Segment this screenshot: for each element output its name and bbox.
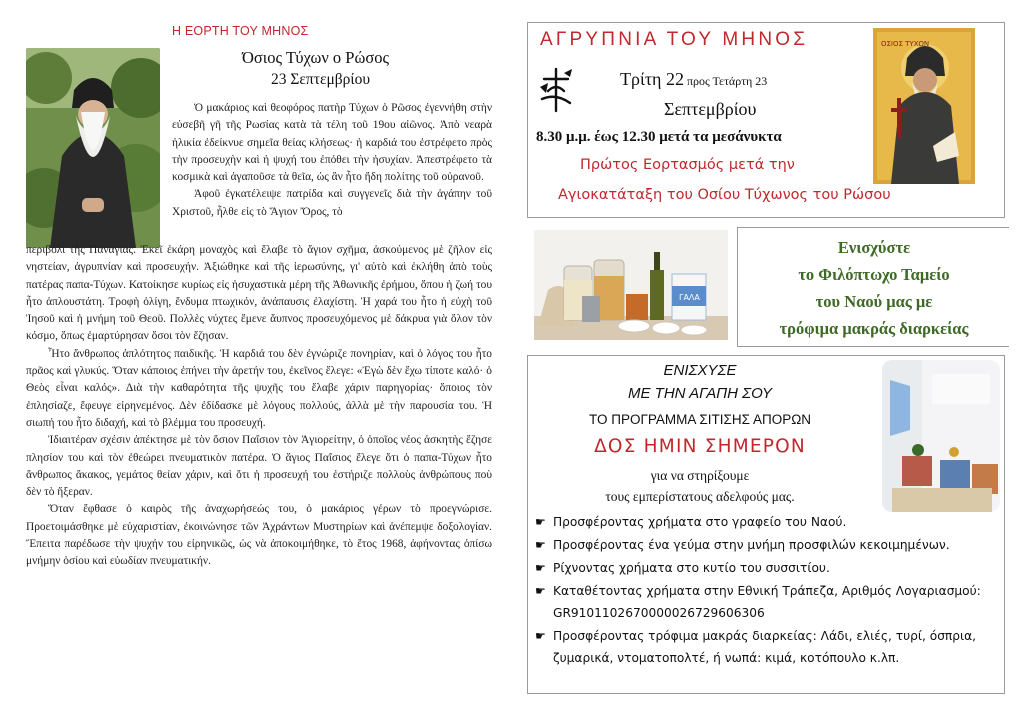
- list-item: ☛ Προσφέροντας ένα γεύμα στην μνήμη προσφιλών κεκοιμημένων.: [535, 534, 1001, 556]
- program-motto: ΔΟΣ ΗΜΙΝ ΣΗΜΕΡΟΝ: [594, 436, 806, 457]
- feeding-program-box: [527, 355, 1005, 694]
- list-item: ☛ Ρίχνοντας χρήματα στο κυτίο του συσσιτίου.: [535, 557, 1001, 579]
- svg-text:ΓΑΛΑ: ΓΑΛΑ: [679, 293, 700, 302]
- feast-of-month-section: [26, 18, 496, 708]
- vigil-box: [527, 22, 1005, 218]
- list-item: ☛ Καταθέτοντας χρήματα στην Εθνική Τράπεζα, Αριθμός Λογαριασμού: GR9101102670000026729606306: [535, 580, 1001, 624]
- vigil-month: Σεπτεμβρίου: [664, 99, 757, 119]
- list-item: ☛ Προσφέροντας χρήματα στο γραφείο του Ναού.: [535, 511, 1001, 533]
- vigil-title: ΑΓΡΥΠΝΙΑ ΤΟΥ ΜΗΝΟΣ: [540, 29, 809, 50]
- vigil-first-celebration: Πρώτος Εορτασμός μετά την: [580, 157, 795, 173]
- program-name: ΤΟ ΠΡΟΓΡΑΜΜΑ ΣΙΤΙΣΗΣ ΑΠΟΡΩΝ: [588, 412, 812, 427]
- svg-text:ΟΣΙΟΣ ΤΥΧΩΝ: ΟΣΙΟΣ ΤΥΧΩΝ: [881, 40, 930, 48]
- bio-paragraphs: περιβόλι τῆς Παναγίας. Ἐκεῖ ἐκάρη μοναχὸς καὶ ἔλαβε τὸ ἅγιον σχῆμα, ἀσκούμενος μὲ ζῆλον εἰς νηστείαν, ἀγρυπνίαν καὶ προσευχήν. Ἀξιώθηκε καὶ τῆς ἱερωσύνης, γι' αὐτὸ καὶ ἐκλήθη ἀπὸ τοὺς πατέρας παπα-Τύχων. Κατοίκησε κυρίως εἰς ἡσυχαστικὰ μέρη τῆς Ἀθωνικῆς ἐρήμου, ὅπου ἡ ζωή του ἦτο ἁπλουστάτη. Τροφὴ ὀλίγη, ἔνδυμα πτωχικόν, ἀνάπαυσις ἐλαχίστη. Ἡ χαρά του ἦτο ἡ εὐχὴ τοῦ Ἰησοῦ καὶ ἡ μνήμη τοῦ Θεοῦ. Πολλὲς νύχτες ἔμενε ἄυπνος προσευχόμενος μὲ δάκρυα γιὰ ὅλον τὸν κόσμο, ὅπως ἐμαρτύρησαν ὅσοι τὸν ἔζησαν. Ἦτο ἄνθρωπος ἁπλότητος παιδικῆς. Ἡ καρδιά του δὲν ἐγνώριζε πονηρίαν, καὶ ὁ λόγος του ἦτο πρᾶος καὶ γλυκύς. Ὅταν κάποιος ἐπήνει τὴν ἀρετήν του, ἐκεῖνος ἔλεγε: «Ἐγὼ δὲν ἔχω τίποτε καλό· ὁ Θεὸς εἶναι καλός». Διὰ τὴν καθαρότητα τῆς ψυχῆς του ἔλαβε χάριν παρηγορίας· ὅποιος τὸν ἐπλησίαζε, ἔφευγε εἰρηνεμένος. Δὲν ἐδίδασκε μὲ λόγους πολλούς, ἀλλὰ μὲ τὴν παρουσία του. Ἡ σιωπή του ἦτο διδαχή, καὶ τὸ βλέμμα του προσευχή. Ἰδιαιτέραν σχέσιν ἀπέκτησε μὲ τὸν ὅσιον Παΐσιον τὸν Ἁγιορείτην, ὁ ὁποῖος νέος ἀσκητὴς ἔζησε πλησίον του καὶ τὸν ἐθεώρει πνευματικὸν πατέρα. Ὁ ἅγιος Παΐσιος ἔλεγε ὅτι ὁ παπα-Τύχων ἦτο ἄνθρωπος ἄκακος, γεμάτος θείαν χάριν, καὶ ὅτι ἡ προσευχή του ἐστήριζε πολλοὺς ἀνθρώπους ποὺ δὲν τὸ ἤξεραν. Ὅταν ἔφθασε ὁ καιρὸς τῆς ἀναχωρήσεώς του, ὁ μακάριος γέρων τὸ προεγνώρισε. Προετοιμάσθηκε μὲ εὐχαριστίαν, ἐκοινώνησε τῶν Ἀχράντων Μυστηρίων καὶ ἀνέπεμψε δοξολογίαν. Ἔπειτα παρέδωσε τὴν ψυχήν του εἰρηνικῶς, ὡς νὰ ἀποκοιμήθηκε, τὸ ἔτος 1968, ἀφήνοντας ὀπίσω μνήμην ὁσίου καὶ εὐωδίαν πνευματικήν.: [26, 244, 492, 568]
- pointing-hand-icon: ☛: [535, 561, 546, 575]
- pointing-hand-icon: ☛: [535, 515, 546, 529]
- ways-to-help-list: [535, 511, 1001, 669]
- pointing-hand-icon: ☛: [535, 629, 546, 643]
- church-logo-icon: [536, 65, 576, 115]
- pointing-hand-icon: ☛: [535, 584, 546, 598]
- list-item: ☛ Προσφέροντας τρόφιμα μακράς διαρκείας: Λάδι, ελιές, τυρί, όσπρια, ζυμαρικά, ντοματοπολτέ, ή νωπά: κιμά, κοτόπουλο κ.λπ.: [535, 625, 1001, 669]
- pointing-hand-icon: ☛: [535, 538, 546, 552]
- saint-name: Όσιος Τύχων ο Ρώσος: [242, 48, 389, 67]
- vigil-time: 8.30 μ.μ. έως 12.30 μετά τα μεσάνυκτα: [536, 129, 782, 145]
- saint-icon-image: [873, 28, 975, 184]
- saint-date: 23 Σεπτεμβρίου: [271, 71, 370, 88]
- vigil-canonization: Αγιοκατάταξη του Οσίου Τύχωνος του Ρώσου: [558, 187, 891, 203]
- vigil-day: Τρίτη 22 προς Τετάρτη 23: [620, 69, 768, 89]
- feast-title: Η ΕΟΡΤΗ ΤΟΥ ΜΗΝΟΣ: [172, 24, 309, 38]
- support-purpose-1: για να στηρίξουμε: [650, 468, 750, 483]
- bio-paragraph-1: Ὁ μακάριος καὶ θεοφόρος πατὴρ Τύχων ὁ Ρῶσος ἐγεννήθη στὴν εὐσεβῆ γῆ τῆς Ρωσίας κατὰ τὰ τέλη τοῦ 19ου αἰῶνος. Ἀπὸ νεαρὰ ἡλικία ἐδείκνυε σημεῖα θείας κλήσεως· ἡ καρδιά του ἐστρέφετο πρὸς τὴν προσευχὴν καὶ ἡ ψυχή του ἐπόθει τὴν ἡσυχίαν. Ἀπεστρέφετο τὰ κοσμικὰ καὶ ἀγαποῦσε τὰ θεῖα, ὡς ἂν ἦτο ἤδη πολίτης τοῦ οὐρανοῦ. Ἀφοῦ ἐγκατέλειψε πατρίδα καὶ συγγενεῖς διὰ τὴν ἀγάπην τοῦ Χριστοῦ, ἦλθε εἰς τὸ Ἅγιον Ὄρος, τὸ: [172, 102, 492, 218]
- saint-photo: [26, 48, 160, 248]
- dining-hall-photo: [882, 360, 1000, 512]
- food-photo: [534, 230, 728, 340]
- support-heading-1: ΕΝΙΣΧΥΣΕ: [663, 362, 737, 379]
- food-appeal-text: Ενισχύστε το Φιλόπτωχο Ταμείο του Ναού μας με τρόφιμα μακράς διαρκείας: [779, 238, 969, 338]
- support-purpose-2: τους εμπερίστατους αδελφούς μας.: [605, 489, 795, 504]
- support-heading-2: ΜΕ ΤΗΝ ΑΓΑΠΗ ΣΟΥ: [628, 385, 772, 402]
- food-appeal-box: [737, 227, 1009, 347]
